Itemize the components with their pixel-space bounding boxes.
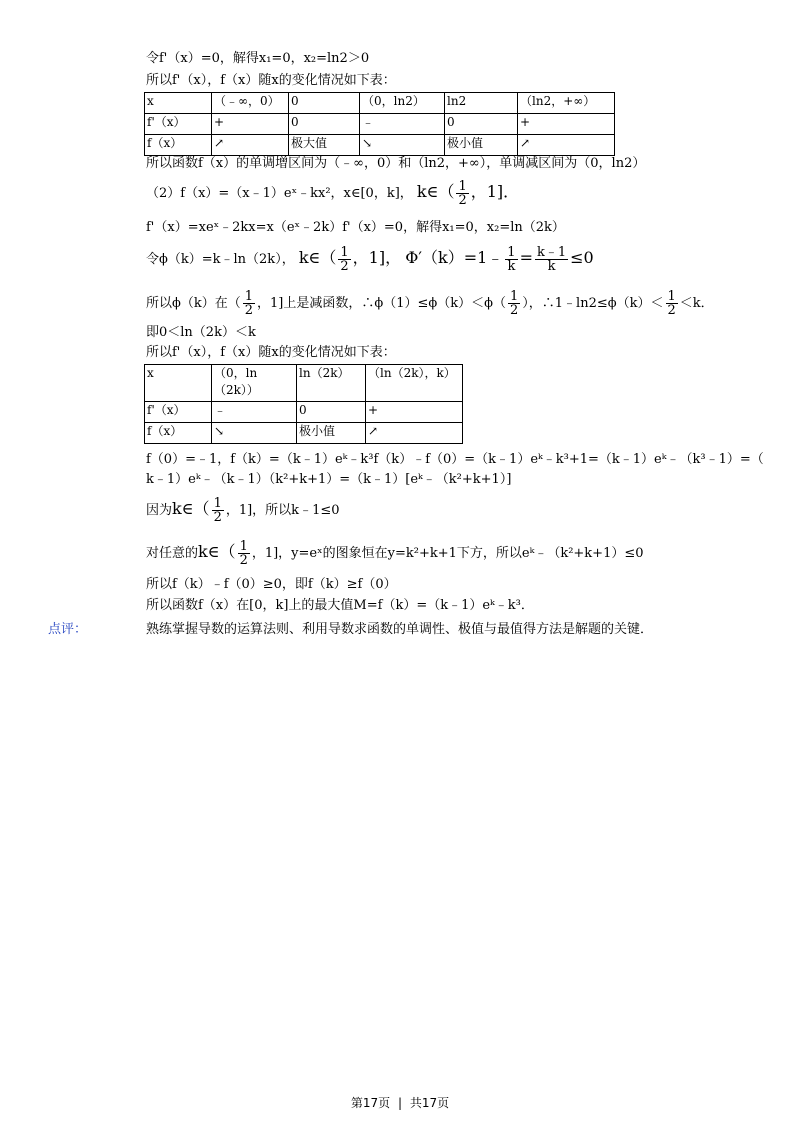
text-run: ≤0 [570,248,594,267]
solution-line [146,246,594,273]
text-run: = [519,248,533,267]
solution-line: f'（x）=xeˣ﹣2kx=x（eˣ﹣2k）f'（x）=0，解得x₁=0，x₂=ln（2k） [146,220,565,235]
fraction [338,246,350,273]
solution-line [146,290,714,317]
table-cell: + [366,402,463,423]
solution-line: 所以f（k）﹣f（0）≥0，即f（k）≥f（0） [146,577,397,592]
table-cell: + [212,114,289,135]
fraction [212,497,224,524]
text-run: k∈（ [198,542,236,561]
variation-table-2 [144,364,463,444]
solution-line [146,180,519,207]
denominator: 2 [340,259,349,274]
table-cell: ﹣ [212,402,297,423]
table-cell: x [145,93,212,114]
denominator: k [507,259,516,274]
denominator: 2 [213,510,222,525]
fraction [508,290,520,317]
fraction [505,246,517,273]
text-run: ，1]， [352,248,402,267]
text-run: k∈（ [416,182,455,201]
text-run: ，1]，所以k﹣1≤0 [225,503,340,518]
text-run: ＜k． [679,296,714,311]
solution-line [146,497,340,524]
numerator: 1 [340,245,349,260]
text-run: 所以ϕ（k）在（ [146,296,241,311]
table-cell: f'（x） [145,114,212,135]
table-cell: （0，ln（2k）） [212,365,297,402]
solution-line: 即0＜ln（2k）＜k [146,325,256,340]
table-cell: f'（x） [145,402,212,423]
comment-text: 熟练掌握导数的运算法则、利用导数求函数的单调性、极值与最值得方法是解题的关键． [146,622,654,637]
numerator: 1 [239,539,248,554]
table-cell: ln（2k） [297,365,366,402]
text-run: 令ϕ（k）=k﹣ln（2k）， [146,252,295,267]
table-cell: （0，ln2） [360,93,445,114]
page-footer [0,1094,800,1111]
table-cell: 极小值 [297,423,366,444]
table-cell: 极大值 [289,135,360,156]
text-run: ，1]，y=eˣ的图象恒在y=k²+k+1下方，所以eᵏ﹣（k²+k+1）≤0 [251,546,644,561]
solution-line: 所以f'（x），f（x）随x的变化情况如下表： [146,345,396,360]
fraction [666,290,678,317]
table-cell: （﹣∞，0） [212,93,289,114]
text-run: k∈（ [298,248,337,267]
denominator: k [547,259,556,274]
denominator: 2 [239,553,248,568]
denominator: 2 [667,303,676,318]
table-cell: x [145,365,212,402]
fraction [535,246,568,273]
numerator: 1 [507,245,516,260]
table-cell: （ln（2k），k） [366,365,463,402]
solution-line: 所以函数f（x）的单调增区间为（﹣∞，0）和（ln2，+∞），单调减区间为（0，ln2） [146,156,646,171]
comment-label: 点评： [48,622,88,637]
fraction [456,180,468,207]
table-cell: 0 [289,114,360,135]
table-cell: f（x） [145,135,212,156]
denominator: 2 [244,303,254,318]
solution-line: k﹣1）eᵏ﹣（k﹣1）（k²+k+1）=（k﹣1）[eᵏ﹣（k²+k+1）] [146,472,512,487]
arrow-down-icon: ↘ [212,423,297,444]
solution-line [146,540,644,567]
numerator: 1 [510,289,519,304]
solution-line: 令f'（x）=0，解得x₁=0，x₂=ln2＞0 [146,51,370,66]
text-run: 对任意的 [146,546,199,561]
arrow-up-icon: ↗ [518,135,615,156]
denominator: 2 [510,303,519,318]
arrow-up-icon: ↗ [212,135,289,156]
solution-line: 所以f'（x），f（x）随x的变化情况如下表： [146,73,396,88]
text-run: ，1]上是减函数，∴ϕ（1）≤ϕ（k）＜ϕ（ [257,296,506,311]
numerator: k﹣1 [536,245,567,260]
text-run: ，1]． [470,182,520,201]
solution-line: 所以函数f（x）在[0，k]上的最大值M=f（k）=（k﹣1）eᵏ﹣k³． [146,598,534,613]
fraction [243,290,255,317]
numerator: 1 [213,496,222,511]
arrow-down-icon: ↘ [360,135,445,156]
arrow-up-icon: ↗ [366,423,463,444]
table-cell: + [518,114,615,135]
page-total: 共17页 [409,1096,450,1110]
numerator: 1 [667,289,676,304]
footer-separator: | [397,1096,403,1110]
table-cell: （ln2，+∞） [518,93,615,114]
numerator: 1 [244,289,254,304]
fraction [238,540,250,567]
denominator: 2 [458,193,467,208]
variation-table-1 [144,92,615,156]
table-cell: f（x） [145,423,212,444]
table-cell: 极小值 [445,135,518,156]
text-run: k∈（ [172,499,210,518]
solution-line: f（0）=﹣1，f（k）=（k﹣1）eᵏ﹣k³f（k）﹣f（0）=（k﹣1）eᵏ﹣k³+1=（k﹣1）eᵏ﹣（k³﹣1）=（ [146,452,764,467]
text-run: （2）f（x）=（x﹣1）eˣ﹣kx²，x∈[0，k]， [146,186,413,201]
page-number: 第17页 [350,1096,391,1110]
table-cell: 0 [297,402,366,423]
table-cell: 0 [445,114,518,135]
text-run: Φ′（k）=1﹣ [405,248,504,267]
table-cell: ln2 [445,93,518,114]
table-cell: ﹣ [360,114,445,135]
table-cell: 0 [289,93,360,114]
numerator: 1 [458,179,467,194]
text-run: 因为 [146,503,173,518]
text-run: ），∴1﹣ln2≤ϕ（k）＜ [522,296,664,311]
